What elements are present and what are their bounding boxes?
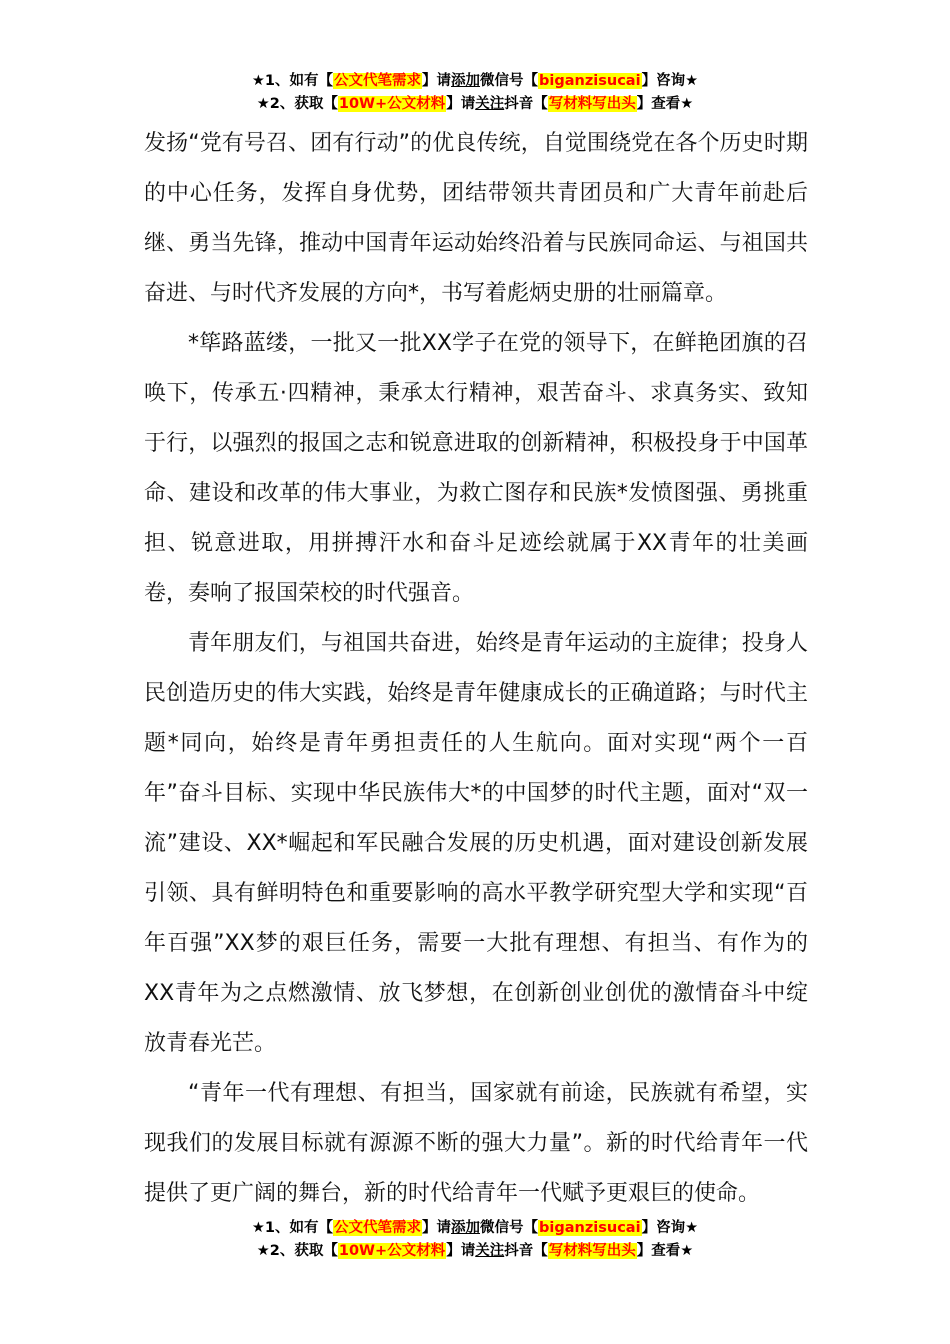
header-line-2 (0, 93, 950, 116)
footer-line-2-mid: 】请 (446, 1243, 476, 1259)
footer-banner (0, 1217, 950, 1263)
header-line-2-prefix: ★2、获取【 (256, 96, 338, 112)
document-body (144, 119, 808, 1219)
footer-line-2-highlight-materials: 10W+公文材料 (338, 1243, 446, 1259)
header-line-1-highlight-wechat: biganzisucai (539, 73, 641, 89)
header-line-1-highlight-service: 公文代笔需求 (334, 73, 422, 89)
header-line-2-suffix: 】查看★ (636, 96, 694, 112)
header-line-2-highlight-douyin: 写材料写出头 (548, 96, 636, 112)
header-line-2-mid2: 抖音【 (504, 96, 548, 112)
header-banner (0, 70, 950, 116)
body-paragraph-4: “青年一代有理想、有担当，国家就有前途，民族就有希望，实现我们的发展目标就有源源不断的强大力量”。新的时代给青年一代提供了更广阔的舞台，新的时代给青年一代赋予更艰巨的使命。 (144, 1081, 808, 1206)
footer-line-1-highlight-wechat: biganzisucai (539, 1220, 641, 1236)
footer-line-1-underlined: 添加 (451, 1220, 481, 1236)
footer-line-1 (0, 1217, 950, 1240)
body-paragraph-1: 发扬“党有号召、团有行动”的优良传统，自觉围绕党在各个历史时期的中心任务，发挥自身优势，团结带领共青团员和广大青年前赴后继、勇当先锋，推动中国青年运动始终沿着与民族同命运、与祖国共奋进、与时代齐发展的方向*，书写着彪炳史册的壮丽篇章。 (144, 131, 808, 306)
body-paragraph-2: *筚路蓝缕，一批又一批XX学子在党的领导下，在鲜艳团旗的召唤下，传承五·四精神，秉承太行精神，艰苦奋斗、求真务实、致知于行，以强烈的报国之志和锐意进取的创新精神，积极投身于中国革命、建设和改革的伟大事业，为救亡图存和民族*发愤图强、勇挑重担、锐意进取，用拼搏汗水和奋斗足迹绘就属于XX青年的壮美画卷，奏响了报国荣校的时代强音。 (144, 331, 808, 606)
footer-line-2-mid2: 抖音【 (504, 1243, 548, 1259)
header-line-1-prefix: ★1、如有【 (251, 73, 334, 89)
footer-line-2-highlight-douyin: 写材料写出头 (548, 1243, 636, 1259)
footer-line-1-mid2: 微信号【 (480, 1220, 539, 1236)
header-line-2-mid: 】请 (446, 96, 476, 112)
header-line-2-underlined: 关注 (475, 96, 505, 112)
footer-line-1-suffix: 】咨询★ (641, 1220, 699, 1236)
header-line-2-highlight-materials: 10W+公文材料 (338, 96, 446, 112)
header-line-1-mid2: 微信号【 (480, 73, 539, 89)
footer-line-2-prefix: ★2、获取【 (256, 1243, 338, 1259)
footer-line-1-prefix: ★1、如有【 (251, 1220, 334, 1236)
header-line-1-underlined: 添加 (451, 73, 481, 89)
body-paragraph-3: 青年朋友们，与祖国共奋进，始终是青年运动的主旋律；投身人民创造历史的伟大实践，始终是青年健康成长的正确道路；与时代主题*同向，始终是青年勇担责任的人生航向。面对实现“两个一百年”奋斗目标、实现中华民族伟大*的中国梦的时代主题，面对“双一流”建设、XX*崛起和军民融合发展的历史机遇，面对建设创新发展引领、具有鲜明特色和重要影响的高水平教学研究型大学和实现“百年百强”XX梦的艰巨任务，需要一大批有理想、有担当、有作为的XX青年为之点燃激情、放飞梦想，在创新创业创优的激情奋斗中绽放青春光芒。 (144, 631, 808, 1056)
header-line-1-suffix: 】咨询★ (641, 73, 699, 89)
footer-line-1-mid: 】请 (422, 1220, 452, 1236)
footer-line-2 (0, 1240, 950, 1263)
header-line-1 (0, 70, 950, 93)
header-line-1-mid: 】请 (422, 73, 452, 89)
footer-line-1-highlight-service: 公文代笔需求 (334, 1220, 422, 1236)
footer-line-2-underlined: 关注 (475, 1243, 505, 1259)
footer-line-2-suffix: 】查看★ (636, 1243, 694, 1259)
